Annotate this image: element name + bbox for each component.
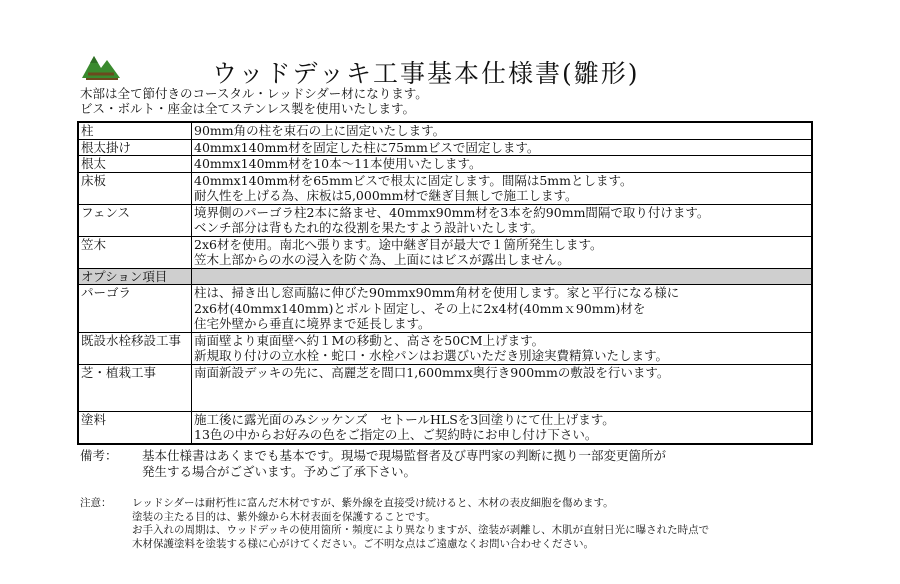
row-text-line: 2x6材(40mmx140mm)とボルト固定し、その上に2x4材(40mmｘ90mm)材を	[194, 300, 646, 316]
remarks-section	[80, 448, 666, 479]
row-label: 柱	[78, 122, 192, 139]
table-row	[78, 139, 812, 156]
table-row	[78, 204, 812, 236]
row-text-line: ベンチ部分は背もたれ的な役割を果たすよう設計いたします。	[194, 220, 544, 235]
spec-table	[77, 121, 813, 445]
remarks-label: 備考：	[80, 448, 118, 463]
row-text-line: 住宅外壁から垂直に境界まで延長します。	[194, 316, 431, 331]
row-text-line: 13色の中からお好みの色をご指定の上、ご契約時にお申し付け下さい。	[194, 427, 598, 442]
table-row	[78, 172, 812, 204]
row-text-line: 2x6材を使用。南北へ張ります。途中継ぎ目が最大で１箇所発生します。	[194, 236, 603, 252]
row-label: 根太掛け	[78, 139, 192, 156]
intro-line: ビス・ボルト・座金は全てステンレス製を使用いたします。	[80, 101, 415, 116]
page-title: ウッドデッキ工事基本仕様書(雛形)	[212, 59, 640, 88]
row-content	[192, 204, 813, 236]
row-content	[192, 236, 813, 268]
table-row	[78, 411, 812, 444]
row-text-line: 40mmx140mm材を固定した柱に75mmビスで固定します。	[194, 139, 540, 155]
table-row	[78, 332, 812, 364]
row-content	[192, 156, 813, 173]
table-row	[78, 122, 812, 139]
table-row	[78, 364, 812, 411]
row-label: 既設水栓移設工事	[78, 332, 192, 364]
row-text-line: 境界側のパーゴラ柱2本に絡ませ、40mmx90mm材を3本を約90mm間隔で取り付けます。	[194, 204, 710, 220]
row-text-line: 耐久性を上げる為、床板は5,000mm材で継ぎ目無しで施工します。	[194, 188, 578, 203]
option-header-fill	[192, 268, 813, 285]
option-header-row	[78, 268, 812, 285]
row-content	[192, 332, 813, 364]
row-label: 塗料	[78, 411, 192, 444]
row-label: フェンス	[78, 204, 192, 236]
row-text-line: 施工後に露光面のみシッケンズ セトールHLSを3回塗りにて仕上げます。	[194, 411, 615, 427]
row-content	[192, 139, 813, 156]
option-header-label: オプション項目	[78, 268, 192, 285]
company-logo-icon	[80, 48, 122, 84]
row-content	[192, 122, 813, 139]
row-text-line: 90mm角の柱を束石の上に固定いたします。	[194, 123, 446, 138]
caution-label: 注意：	[80, 497, 112, 509]
table-row	[78, 156, 812, 173]
caution-section	[80, 497, 709, 551]
row-text-line: 40mmx140mm材を10本～11本使用いたします。	[194, 156, 482, 171]
row-text-line: 新規取り付けの立水栓・蛇口・水栓パンはお選びいただき別途実費精算いたします。	[194, 348, 669, 363]
row-content	[192, 285, 813, 333]
caution-line: 木材保護塗料を塗装する様に心がけてください。ご不明な点はご遠慮なくお問い合わせください。	[132, 537, 594, 550]
row-text-line: 笠木上部からの水の浸入を防ぐ為、上面にはビスが露出しません。	[194, 252, 570, 267]
row-text-line: 南面新設デッキの先に、高麗芝を間口1,600mmx奥行き900mmの敷設を行います。	[194, 364, 670, 380]
remarks-line: 基本仕様書はあくまでも基本です。現場で現場監督者及び専門家の判断に拠り一部変更箇所が	[142, 448, 667, 463]
caution-line: 塗装の主たる目的は、紫外線から木材表面を保護することです。	[132, 510, 436, 523]
remarks-line: 発生する場合がございます。予めご了承下さい。	[142, 463, 417, 479]
row-label: 根太	[78, 156, 192, 173]
intro-text	[80, 86, 428, 116]
row-label: 床板	[78, 172, 192, 204]
row-text-line: 40mmx140mm材を65mmビスで根太に固定します。間隔は5mmとします。	[194, 172, 633, 188]
row-label: 芝・植栽工事	[78, 364, 192, 411]
row-label: 笠木	[78, 236, 192, 268]
intro-line: 木部は全て節付きのコースタル・レッドシダー材になります。	[80, 86, 428, 101]
caution-line: お手入れの周期は、ウッドデッキの使用箇所・頻度により異なりますが、塗装が剥離し、木肌が直射日光に曝された時点で	[132, 524, 710, 536]
row-content	[192, 364, 813, 411]
row-content	[192, 411, 813, 444]
table-row	[78, 236, 812, 268]
table-row	[78, 285, 812, 333]
row-text-line: 柱は、掃き出し窓両脇に伸びた90mmx90mm角材を使用します。家と平行になる様に	[194, 285, 680, 300]
caution-line: レッドシダーは耐朽性に富んだ木材ですが、紫外線を直接受け続けると、木材の表皮細胞を傷めます。	[132, 497, 614, 509]
row-content	[192, 172, 813, 204]
row-text-line: 南面壁より東面壁へ約１Mの移動と、高さを50CM上げます。	[194, 332, 545, 348]
row-label: パーゴラ	[78, 285, 192, 333]
